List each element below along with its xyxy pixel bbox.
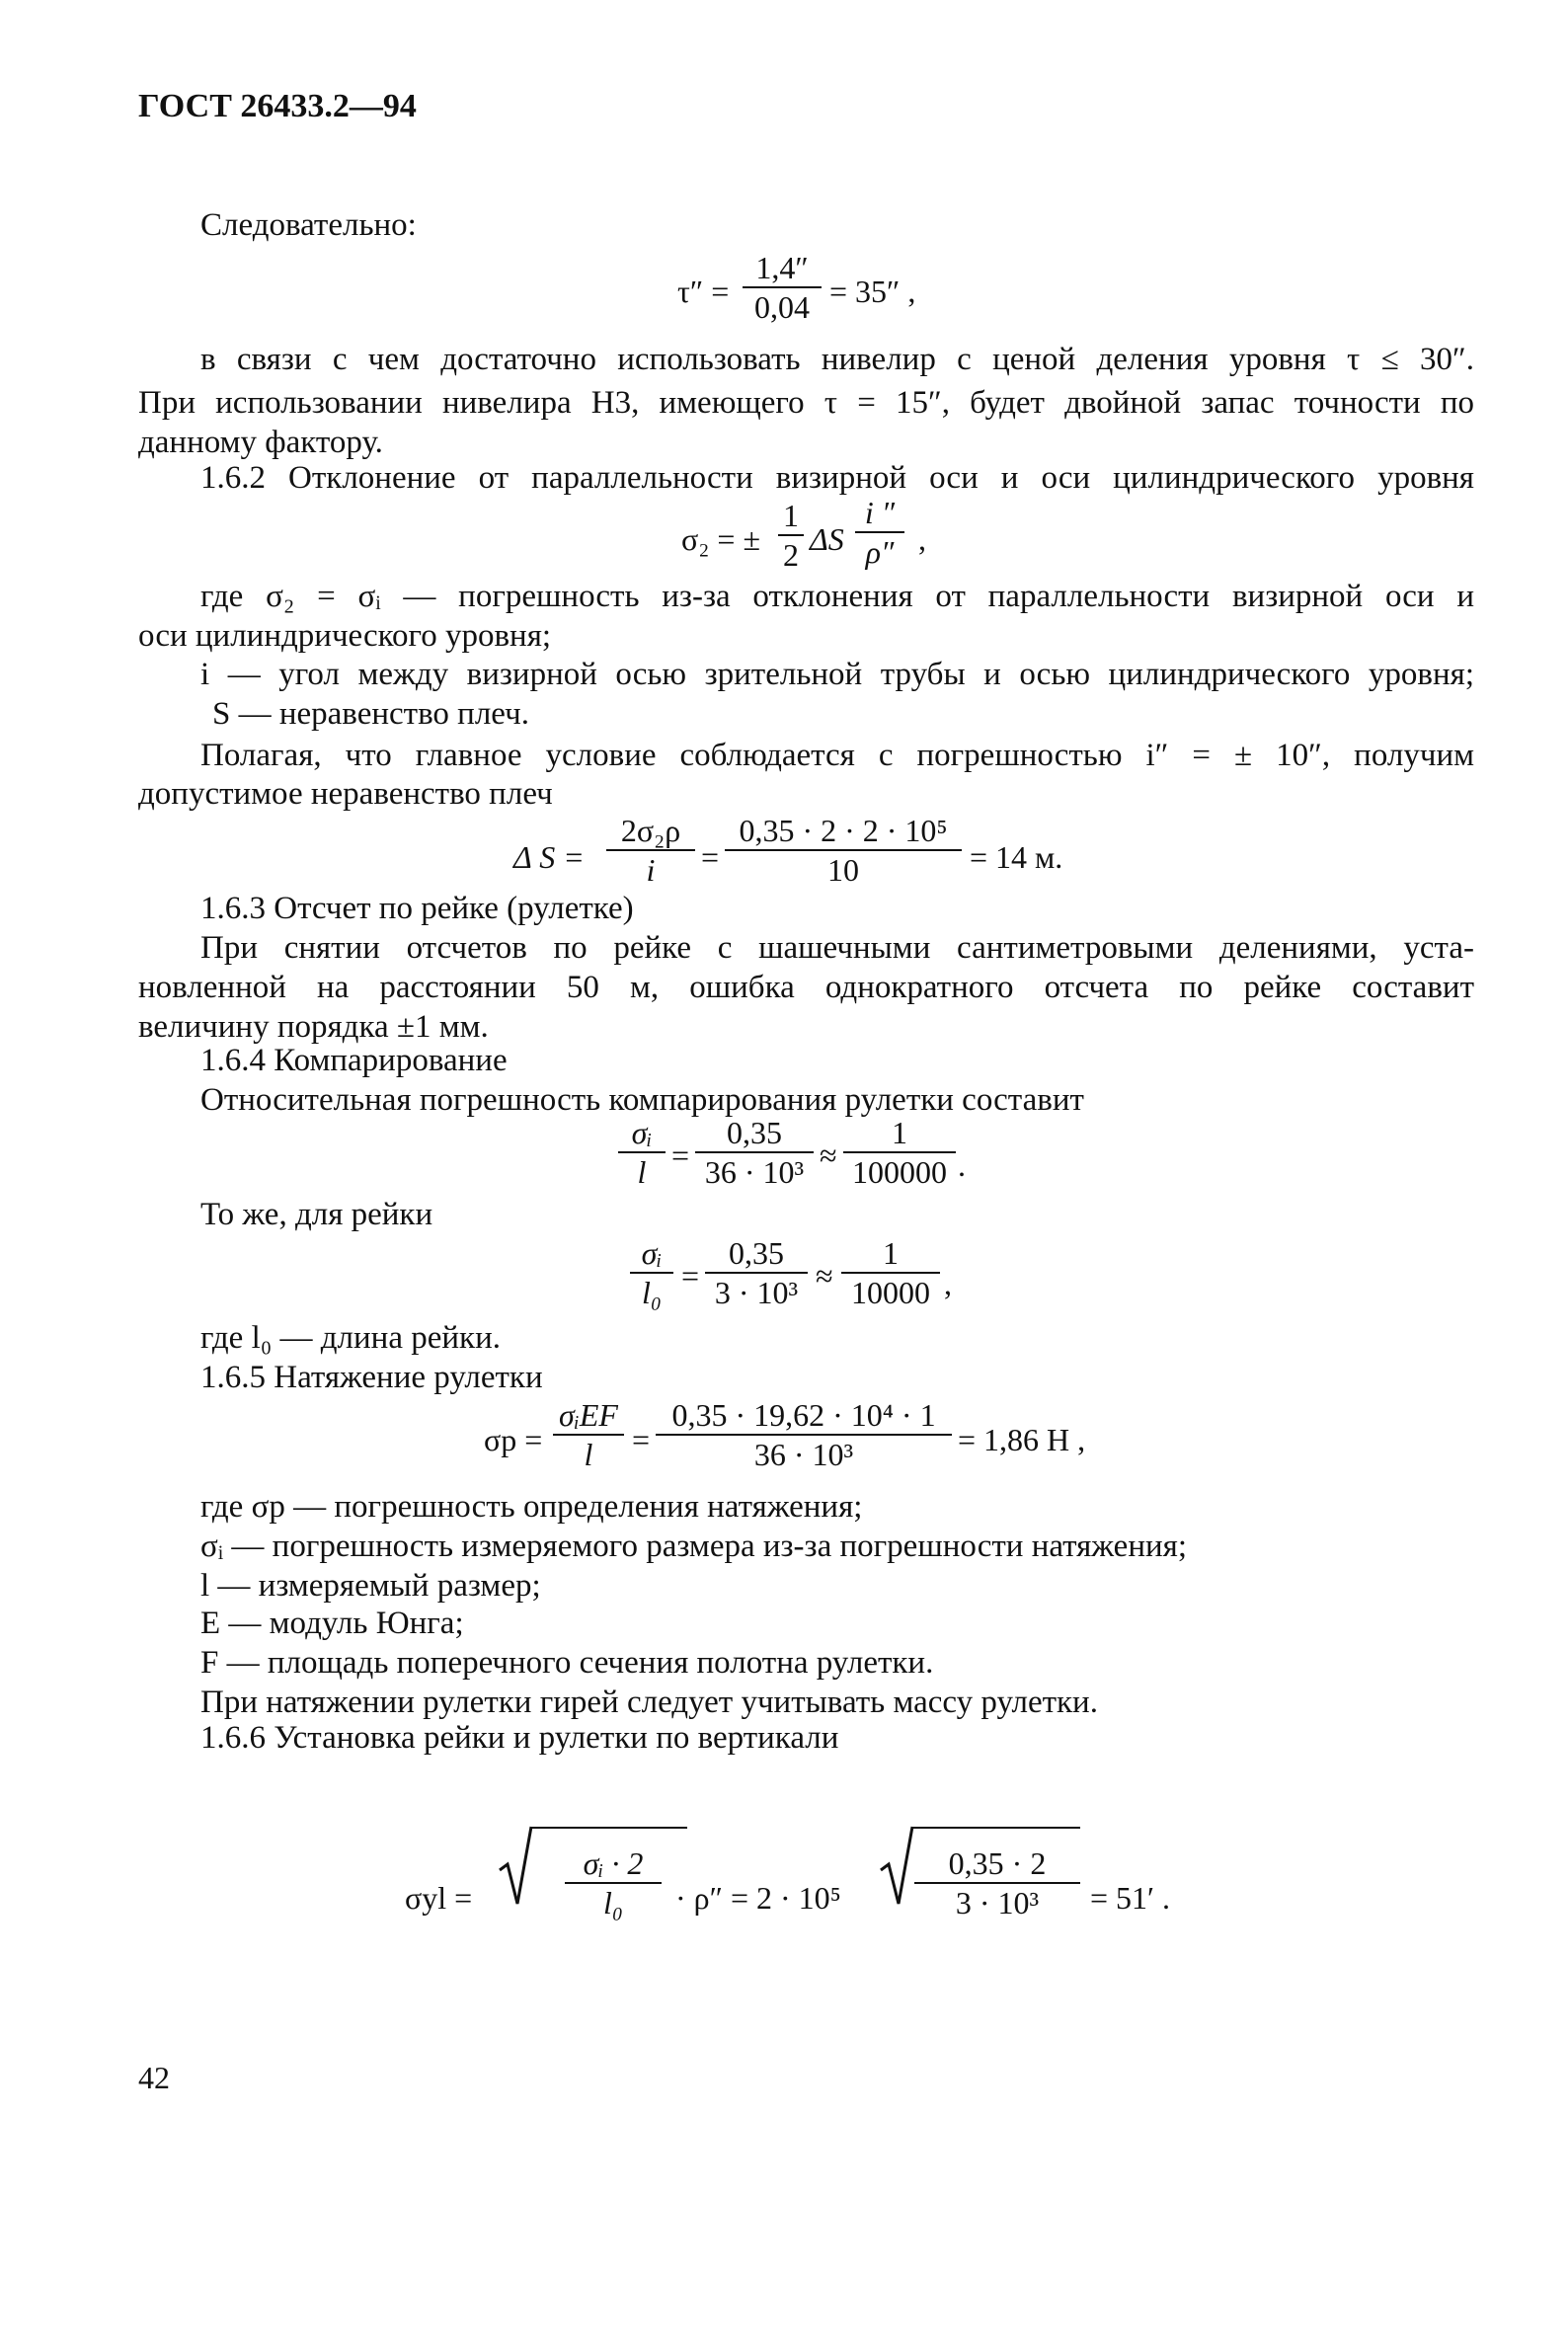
denominator: 10 (827, 852, 859, 888)
sqrt-sign (498, 1825, 533, 1908)
numerator: 1,4″ (755, 250, 809, 285)
sqrt-sign (879, 1825, 914, 1908)
numerator: 1 (783, 498, 799, 533)
fraction (705, 1234, 808, 1311)
formula-term: = (701, 839, 720, 875)
denominator: l₀ (641, 1275, 662, 1310)
denominator: 36 · 10³ (704, 1154, 805, 1190)
paragraph: σᵢ — погрешность измеряемого размера из-за погрешности натяжения; (200, 1529, 1187, 1564)
denominator: 3 · 10³ (955, 1885, 1040, 1921)
section-heading: 1.6.3 Отсчет по рейке (рулетке) (200, 891, 634, 926)
numerator: 2σ₂ρ (620, 813, 681, 848)
formula-term: = 1,86 Н , (958, 1422, 1086, 1457)
formula-term: σ₂ = ± (681, 521, 761, 557)
formula-term: τ″ = (677, 274, 730, 309)
radical-bar (531, 1827, 687, 1829)
denominator: 3 · 10³ (714, 1275, 799, 1310)
paragraph: При использовании нивелира Н3, имеющего τ = 15″, будет двойной запас точности по (138, 385, 1474, 421)
numerator: 0,35 · 2 · 2 · 10⁵ (739, 813, 948, 848)
fraction (630, 1234, 673, 1311)
paragraph: в связи с чем достаточно использовать нивелир с ценой деления уровня τ ≤ 30″. (200, 342, 1474, 377)
fraction (841, 1234, 940, 1311)
numerator: σᵢEF (559, 1397, 618, 1433)
numerator: 0,35 (729, 1235, 784, 1271)
fraction (695, 1114, 814, 1191)
fraction (843, 1114, 956, 1191)
paragraph: Следовательно: (200, 207, 417, 243)
formula-term: = 14 м. (970, 839, 1063, 875)
denominator: 0,04 (754, 289, 810, 325)
section-heading: 1.6.6 Установка рейки и рулетки по вертикали (200, 1720, 839, 1756)
denominator: 36 · 10³ (753, 1437, 854, 1472)
formula-term: = (671, 1137, 690, 1173)
paragraph: данному фактору. (138, 425, 383, 460)
section-heading: 1.6.2 Отклонение от параллельности визирной оси и оси цилиндрического уровня (200, 460, 1474, 496)
paragraph: E — модуль Юнга; (200, 1606, 464, 1641)
paragraph: где σ₂ = σᵢ — погрешность из-за отклонения от параллельности визирной оси и (200, 579, 1474, 614)
fraction (743, 249, 822, 326)
numerator: 1 (892, 1115, 907, 1150)
document-header: ГОСТ 26433.2—94 (138, 88, 417, 124)
paragraph: Полагая, что главное условие соблюдается с погрешностью i″ = ± 10″, получим (200, 738, 1474, 773)
numerator: 1 (883, 1235, 899, 1271)
denominator: i (646, 852, 656, 888)
paragraph: То же, для рейки (200, 1197, 433, 1232)
formula-term: · ρ″ = 2 · 10⁵ (675, 1880, 841, 1916)
paragraph: величину порядка ±1 мм. (138, 1009, 489, 1045)
fraction (565, 1844, 662, 1921)
fraction (606, 812, 695, 889)
fraction (725, 812, 962, 889)
denominator: 2 (783, 537, 799, 573)
fraction (553, 1396, 624, 1473)
numerator: σᵢ · 2 (583, 1845, 644, 1881)
section-heading: 1.6.5 Натяжение рулетки (200, 1360, 543, 1395)
formula-term: = (681, 1258, 700, 1294)
paragraph: новленной на расстоянии 50 м, ошибка однократного отсчета по рейке составит (138, 970, 1474, 1005)
section-heading: 1.6.4 Компарирование (200, 1043, 508, 1078)
paragraph: При снятии отсчетов по рейке с шашечными сантиметровыми делениями, уста- (200, 930, 1474, 966)
formula-term: , (944, 1266, 952, 1301)
denominator: 10000 (851, 1275, 930, 1310)
formula-term: , (918, 521, 926, 557)
denominator: l₀ (602, 1885, 623, 1921)
denominator: ρ″ (865, 534, 895, 570)
denominator: l (584, 1437, 593, 1472)
paragraph: где l₀ — длина рейки. (200, 1320, 501, 1356)
paragraph: l — измеряемый размер; (200, 1568, 541, 1604)
denominator: l (637, 1154, 647, 1190)
paragraph: допустимое неравенство плеч (138, 776, 553, 812)
denominator: 100000 (852, 1154, 947, 1190)
numerator: 0,35 · 19,62 · 10⁴ · 1 (671, 1397, 936, 1433)
paragraph: S — неравенство плеч. (212, 696, 529, 732)
fraction (656, 1396, 952, 1473)
formula-term: σp = (484, 1422, 543, 1457)
fraction (914, 1844, 1080, 1921)
radical-bar (912, 1827, 1080, 1829)
numerator: i ″ (864, 495, 896, 530)
formula-term: ≈ (816, 1258, 833, 1294)
fraction (618, 1114, 666, 1191)
numerator: 0,35 · 2 (948, 1845, 1047, 1881)
paragraph: F — площадь поперечного сечения полотна рулетки. (200, 1645, 934, 1681)
fraction (778, 497, 804, 574)
numerator: σᵢ (631, 1115, 653, 1150)
numerator: 0,35 (727, 1115, 782, 1150)
formula-term: ΔS (810, 521, 844, 557)
paragraph: оси цилиндрического уровня; (138, 618, 552, 654)
paragraph: i — угол между визирной осью зрительной трубы и осью цилиндрического уровня; (200, 657, 1474, 692)
page-number: 42 (138, 2060, 170, 2095)
formula-term: = 35″ , (829, 274, 916, 309)
formula-term: = 51′ . (1090, 1880, 1171, 1916)
paragraph: Относительная погрешность компарирования рулетки составит (200, 1082, 1084, 1118)
paragraph: где σp — погрешность определения натяжения; (200, 1489, 863, 1525)
fraction (855, 494, 904, 571)
numerator: σᵢ (641, 1235, 663, 1271)
formula-term: = (632, 1422, 651, 1457)
formula-term: σyl = (405, 1880, 473, 1916)
formula-term: ≈ (820, 1137, 837, 1173)
paragraph: При натяжении рулетки гирей следует учитывать массу рулетки. (200, 1685, 1098, 1720)
formula-term: . (958, 1147, 966, 1183)
formula-term: Δ S = (513, 839, 585, 875)
